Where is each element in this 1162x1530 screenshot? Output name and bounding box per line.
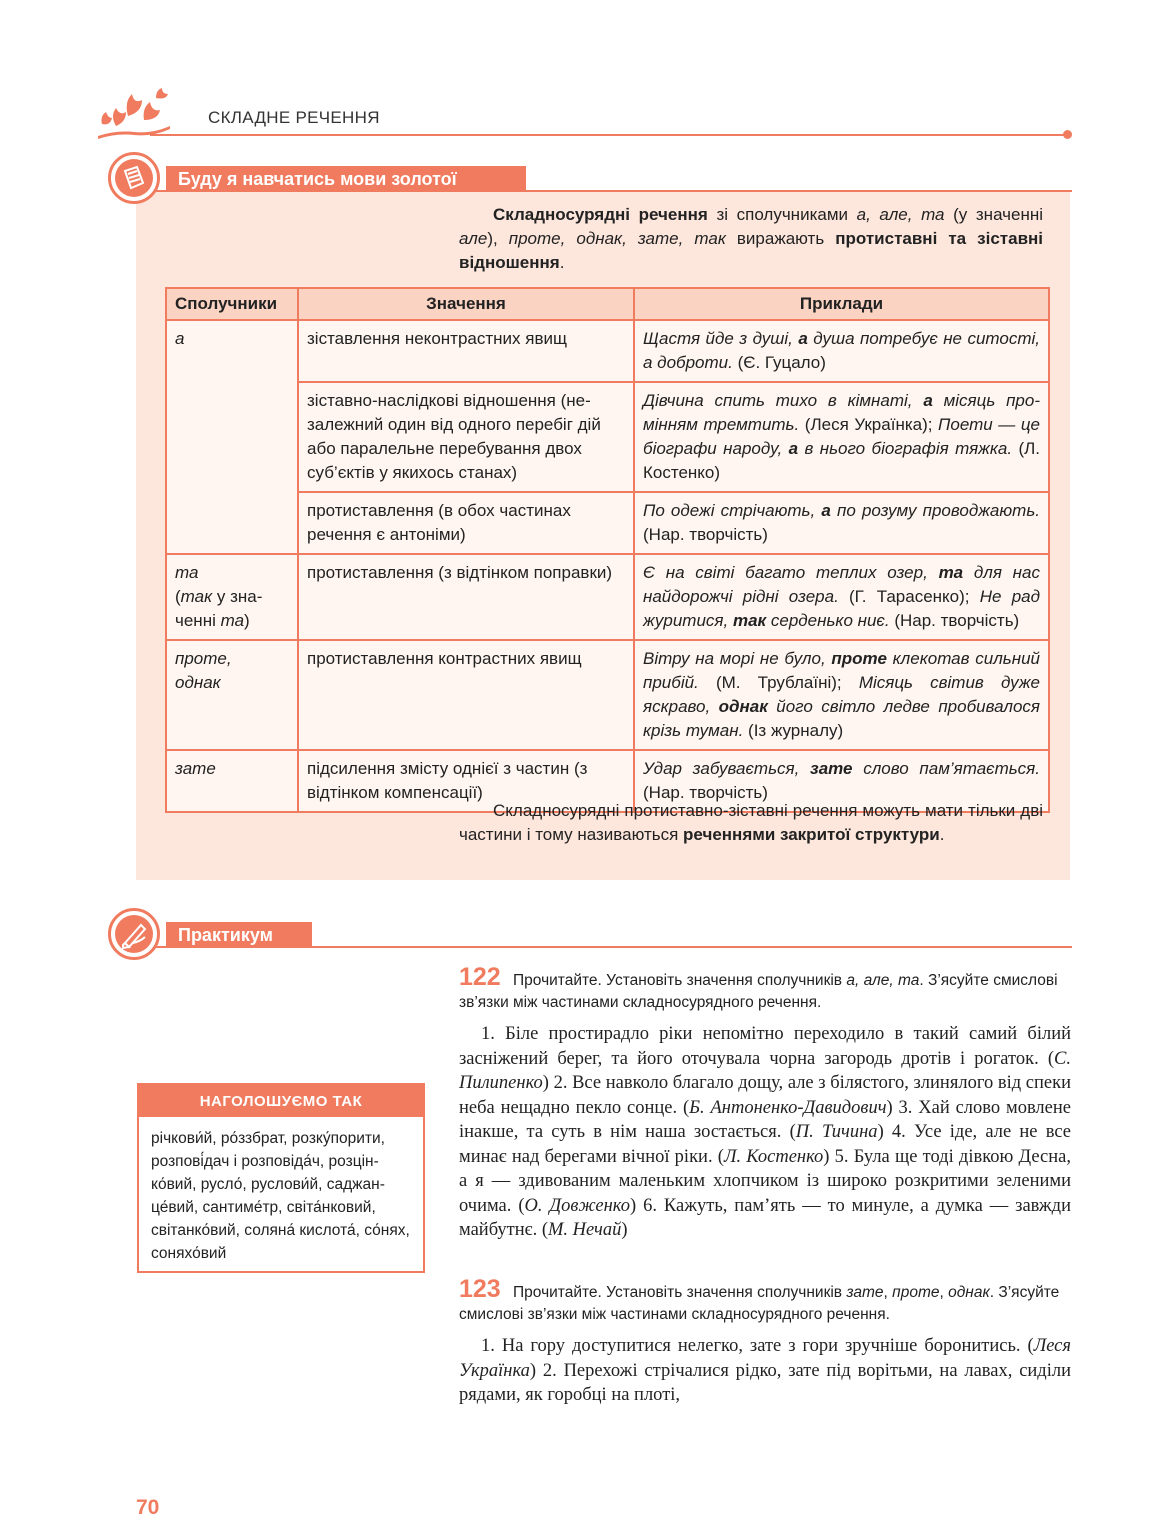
- theory-intro: Складносурядні речення зі сполучниками а, але, та (у значенні але), проте, однак, зате, так виражають протиставні та зіставні відношення.: [459, 205, 1044, 272]
- header-title: СКЛАДНЕ РЕЧЕННЯ: [208, 108, 380, 127]
- meaning-cell: протиставлення контрастних явищ: [298, 640, 634, 750]
- task-123-text: [459, 1334, 1071, 1408]
- task-123-paragraph: 1. На гору доступитися нелегко, зате з гори зручніше боронитись. (Леся Українка) 2. Перехожі стрічалися рідко, зате під ворітьми, на лавах, сиділи рядами, як горобці на плоті,: [459, 1336, 1071, 1405]
- theory-outro: Складносурядні протиставно-зіставні речення можуть мати тільки дві частини і тому називаються реченнями закритої структури.: [459, 801, 1043, 844]
- table-row: [166, 320, 1049, 382]
- conjunction-cell: зате: [166, 750, 298, 812]
- table-row: [166, 554, 1049, 640]
- meaning-cell: підсилення змісту однієї з частин (з відтінком компенсації): [298, 750, 634, 812]
- task-122-instruction: [459, 963, 1071, 1014]
- task-number: 123: [459, 1275, 501, 1303]
- example-cell: Удар забувається, зате слово пам’ятається. (Нар. творчість): [634, 750, 1049, 812]
- example-cell: По одежі стрічають, а по розуму проводжають. (Нар. творчість): [634, 492, 1049, 554]
- example-cell: Вітру на морі не було, проте клекотав сильний прибій. (М. Трублаїні); Місяць світив дуже яскраво, однак його світло ледве пробивалося крізь туман. (Із журналу): [634, 640, 1049, 750]
- task-122-paragraph: 1. Біле простирадло ріки непомітно переходило в такий самий білий засніжений берег, та його оточувала чорна загородь дротів і рогаток. (С. Пилипенко) 2. Все навколо благало дощу, але з білястого, злинялого від спеки неба нещадно пекло сонце. (Б. Антоненко-Давидович) 3. Хай слово мовлене інакше, та суть в нім наша зостається. (П. Тичина) 4. Усе іде, але не все минає над берегами вічної ріки. (Л. Костенко) 5. Була ще тоді дівкою Десна, а я — здивованим маленьким хлопчиком із широко розкритими зеленими очима. (О. Довженко) 6. Кажуть, пам’ять — то минуле, а думка — завжди майбутнє. (М. Нечай): [459, 1024, 1072, 1240]
- header-rule-dot: [1063, 130, 1072, 139]
- task-122-text: [459, 1022, 1071, 1243]
- conjunction-cell: та (так у значенні та): [166, 554, 298, 640]
- column-header-conjunctions: Сполучники: [166, 288, 298, 320]
- task-122: [459, 963, 1072, 1243]
- example-cell: Щастя йде з душі, а душа потребує не ситості, а доброти. (Є. Гуцало): [634, 320, 1049, 382]
- conjunctions-table: [165, 287, 1050, 813]
- table-row: [166, 492, 1049, 554]
- meaning-cell: зіставно-наслідкові відношення (незалежний один від одного перебіг дій або паралельне перебування двох суб’єктів у якихось станах): [298, 382, 634, 492]
- task-123-instruction-text: Прочитайте. Установіть значення сполучників зате, проте, однак. З’ясуйте смислові зв’язки між частинами складносурядного речення.: [459, 1284, 1060, 1323]
- stress-box-text: річкови́й, ро́ззбрат, розку́порити, розпові́дач і розповіда́ч, розцінко́вий, русло́, руслови́й, саджанце́вий, сантиме́тр, світа́нковий, світанко́вий, соляна́ кислота́, со́нях, соняхо́вий: [151, 1130, 410, 1262]
- task-number: 122: [459, 963, 501, 991]
- table-header-row: [166, 288, 1049, 320]
- task-123-instruction: [459, 1275, 1071, 1326]
- column-header-meaning: Значення: [298, 288, 634, 320]
- meaning-cell: зіставлення неконтрастних явищ: [298, 320, 634, 382]
- example-cell: Дівчина спить тихо в кімнаті, а місяць промінням тремтить. (Леся Українка); Поети — це біографи народу, а в нього біографія тяжка. (Л. Костенко): [634, 382, 1049, 492]
- conjunction-cell: проте, однак: [166, 640, 298, 750]
- stress-box-heading: НАГОЛОШУЄМО ТАК: [139, 1085, 423, 1117]
- table-row: [166, 640, 1049, 750]
- page-number: 70: [136, 1496, 160, 1519]
- header-rule: [150, 134, 1068, 136]
- conjunction-cell: а: [166, 320, 298, 554]
- task-122-instruction-text: Прочитайте. Установіть значення сполучників а, але, та. З’ясуйте смислові зв’язки між частинами складносурядного речення.: [459, 972, 1058, 1011]
- column-header-examples: Приклади: [634, 288, 1049, 320]
- book-icon: [108, 152, 160, 204]
- practicum-heading: Практикум: [166, 922, 312, 948]
- meaning-cell: протиставлення (з відтінком поправки): [298, 554, 634, 640]
- example-cell: Є на світі багато теплих озер, та для нас найдорожчі рідні озера. (Г. Тарасенко); Не рад журитися, так серденько ниє. (Нар. творчість): [634, 554, 1049, 640]
- task-123: [459, 1275, 1071, 1408]
- pencil-hand-icon: [108, 908, 160, 960]
- meaning-cell: протиставлення (в обох частинах речення є антоніми): [298, 492, 634, 554]
- table-row: [166, 382, 1049, 492]
- stress-box: [137, 1083, 425, 1273]
- theory-heading: Буду я навчатись мови золотої: [166, 166, 526, 192]
